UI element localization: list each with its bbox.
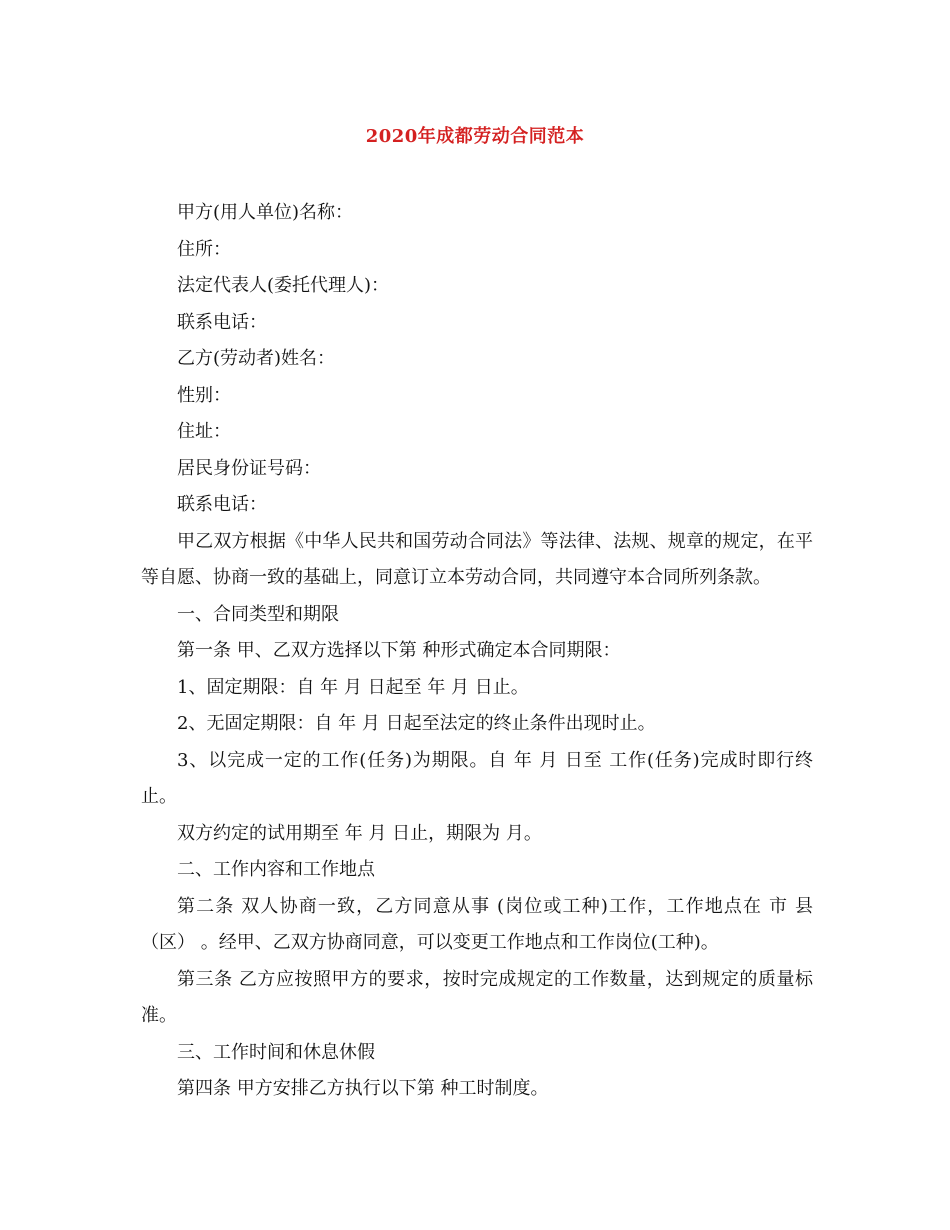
party-a-phone: 联系电话： <box>177 311 267 333</box>
term-option-2: 2、无固定期限：自 年 月 日起至法定的终止条件出现时止。 <box>177 713 656 734</box>
party-b-gender: 性别： <box>177 384 231 406</box>
probation-paragraph: 双方约定的试用期至 年 月 日止，期限为 月。 <box>177 822 542 844</box>
article-1: 第一条 甲、乙双方选择以下第 种形式确定本合同期限： <box>177 640 621 661</box>
party-a-legal-rep: 法定代表人(委托代理人)： <box>177 275 390 296</box>
preamble-paragraph: 甲乙双方根据《中华人民共和国劳动合同法》等法律、法规、规章的规定，在平等自愿、协商一致的基础上，同意订立本劳动合同，共同遵守本合同所列条款。 <box>141 530 813 588</box>
article-3: 第三条 乙方应按照甲方的要求，按时完成规定的工作数量，达到规定的质量标准。 <box>141 968 813 1026</box>
party-a-name: 甲方(用人单位)名称： <box>177 202 354 223</box>
section-heading-1: 一、合同类型和期限 <box>177 603 339 625</box>
party-b-address: 住址： <box>177 421 231 442</box>
party-b-phone: 联系电话： <box>177 494 267 515</box>
section-heading-3: 三、工作时间和休息休假 <box>177 1041 375 1063</box>
term-option-1: 1、固定期限：自 年 月 日起至 年 月 日止。 <box>177 676 529 698</box>
party-a-address: 住所： <box>177 238 231 260</box>
term-option-3: 3、以完成一定的工作(任务)为期限。自 年 月 日至 工作(任务)完成时即行终止。 <box>141 749 813 807</box>
party-b-id-number: 居民身份证号码： <box>177 457 321 479</box>
document-body <box>141 195 813 1108</box>
document-title: 2020年成都劳动合同范本 <box>365 126 585 147</box>
party-b-name: 乙方(劳动者)姓名： <box>177 348 336 369</box>
article-2: 第二条 双人协商一致，乙方同意从事 (岗位或工种)工作，工作地点在 市 县（区） 。经甲、乙双方协商同意，可以变更工作地点和工作岗位(工种)。 <box>141 895 813 953</box>
section-heading-2: 二、工作内容和工作地点 <box>177 859 375 880</box>
article-4: 第四条 甲方安排乙方执行以下第 种工时制度。 <box>177 1078 549 1099</box>
